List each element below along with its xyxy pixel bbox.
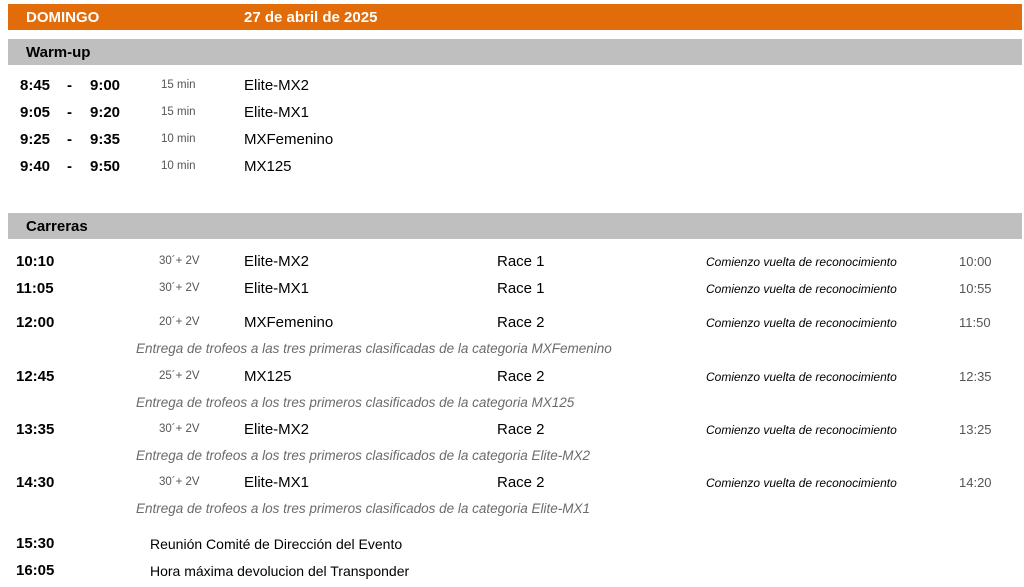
warmup-duration: 15 min	[161, 79, 196, 91]
race-category: Elite-MX1	[244, 280, 310, 297]
races-title: Carreras	[26, 218, 88, 235]
warmup-duration: 10 min	[161, 133, 196, 145]
race-time: 10:10	[16, 253, 55, 270]
warmup-category: MXFemenino	[244, 131, 334, 148]
race-category: Elite-MX1	[244, 474, 310, 491]
race-time: 13:35	[16, 421, 55, 438]
race-format: 20´+ 2V	[159, 316, 200, 328]
trophy-note: Entrega de trofeos a los tres primeros clasificados de la categoria MX125	[136, 395, 575, 410]
warmup-start: 9:05	[20, 104, 51, 121]
recon-note: Comienzo vuelta de reconocimiento	[706, 370, 897, 384]
race-category: MX125	[244, 368, 292, 385]
race-number: Race 2	[497, 368, 545, 385]
day-header-bar	[8, 4, 1022, 30]
race-number: Race 1	[497, 253, 545, 270]
warmup-section-header	[8, 39, 1022, 65]
warmup-category: MX125	[244, 158, 292, 175]
recon-note: Comienzo vuelta de reconocimiento	[706, 282, 897, 296]
recon-time: 13:25	[959, 422, 992, 437]
warmup-duration: 15 min	[161, 106, 196, 118]
race-format: 30´+ 2V	[159, 423, 200, 435]
warmup-sep: -	[67, 77, 72, 94]
warmup-sep: -	[67, 131, 72, 148]
warmup-start: 8:45	[20, 77, 51, 94]
warmup-end: 9:50	[90, 158, 121, 175]
race-format: 30´+ 2V	[159, 282, 200, 294]
misc-text: Hora máxima devolucion del Transponder	[150, 563, 410, 579]
warmup-title: Warm-up	[26, 44, 91, 61]
day-label: DOMINGO	[26, 9, 100, 26]
race-time: 11:05	[16, 280, 54, 297]
race-number: Race 2	[497, 474, 545, 491]
race-number: Race 2	[497, 314, 545, 331]
recon-note: Comienzo vuelta de reconocimiento	[706, 316, 897, 330]
warmup-start: 9:25	[20, 131, 51, 148]
warmup-duration: 10 min	[161, 160, 196, 172]
race-category: Elite-MX2	[244, 421, 310, 438]
race-format: 30´+ 2V	[159, 255, 200, 267]
date-label: 27 de abril de 2025	[244, 9, 378, 26]
warmup-category: Elite-MX2	[244, 77, 310, 94]
race-number: Race 1	[497, 280, 545, 297]
warmup-end: 9:35	[90, 131, 121, 148]
recon-time: 10:00	[959, 254, 992, 269]
race-category: Elite-MX2	[244, 253, 310, 270]
race-category: MXFemenino	[244, 314, 334, 331]
warmup-category: Elite-MX1	[244, 104, 310, 121]
recon-time: 10:55	[959, 281, 992, 296]
recon-time: 11:50	[959, 315, 991, 330]
warmup-end: 9:20	[90, 104, 121, 121]
races-section-header	[8, 213, 1022, 239]
recon-note: Comienzo vuelta de reconocimiento	[706, 255, 897, 269]
misc-text: Reunión Comité de Dirección del Evento	[150, 536, 403, 552]
trophy-note: Entrega de trofeos a los tres primeros clasificados de la categoria Elite-MX1	[136, 501, 590, 516]
recon-note: Comienzo vuelta de reconocimiento	[706, 423, 897, 437]
race-format: 25´+ 2V	[159, 370, 200, 382]
race-time: 12:00	[16, 314, 55, 331]
recon-note: Comienzo vuelta de reconocimiento	[706, 476, 897, 490]
warmup-sep: -	[67, 158, 72, 175]
race-format: 30´+ 2V	[159, 476, 200, 488]
race-time: 12:45	[16, 368, 55, 385]
warmup-start: 9:40	[20, 158, 51, 175]
recon-time: 14:20	[959, 475, 992, 490]
trophy-note: Entrega de trofeos a los tres primeros clasificados de la categoria Elite-MX2	[136, 448, 590, 463]
misc-time: 16:05	[16, 562, 55, 579]
race-number: Race 2	[497, 421, 545, 438]
warmup-sep: -	[67, 104, 72, 121]
misc-time: 15:30	[16, 535, 55, 552]
race-time: 14:30	[16, 474, 55, 491]
trophy-note: Entrega de trofeos a las tres primeras clasificadas de la categoria MXFemenino	[136, 341, 612, 356]
recon-time: 12:35	[959, 369, 992, 384]
warmup-end: 9:00	[90, 77, 121, 94]
